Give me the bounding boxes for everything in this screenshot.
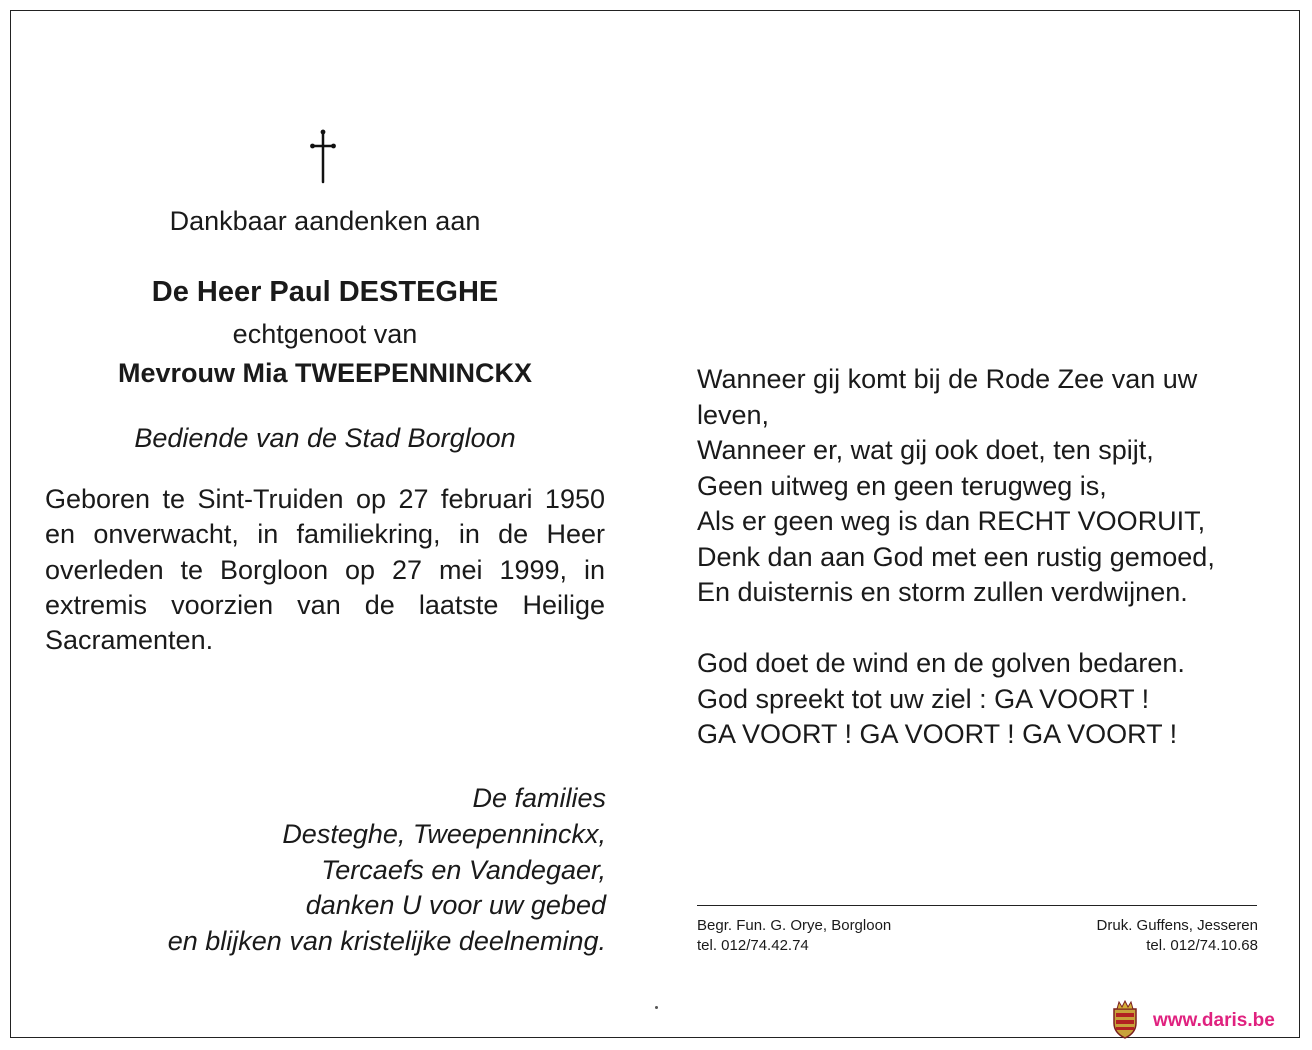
poem-line: God spreekt tot uw ziel : GA VOORT ! [697,683,1150,714]
family-line: en blijken van kristelijke deelneming. [167,926,606,957]
credit-line: Begr. Fun. G. Orye, Borgloon [697,917,892,934]
credit-line: tel. 012/74.42.74 [697,937,809,954]
cross-icon [308,128,338,184]
speck [655,1006,658,1009]
poem-line: Denk dan aan God met een rustig gemoed, [697,541,1215,572]
spouse-name: Mevrouw Mia TWEEPENNINCKX [117,358,533,388]
crest-logo-icon [1110,999,1140,1039]
poem-line: Als er geen weg is dan RECHT VOORUIT, [697,506,1206,536]
family-thanks [60,781,606,960]
funeral-home-credit [697,916,891,956]
bio-line: en onverwacht, in familiekring, in de Heer [45,519,605,550]
intro-text: Dankbaar aandenken aan [169,206,481,236]
family-line: Tercaefs en Vandegaer, [321,854,606,885]
poem-line: Geen uitweg en geen terugweg is, [697,470,1107,501]
poem-line: Wanneer er, wat gij ook doet, ten spijt, [697,435,1154,465]
printer-credit [1000,916,1258,956]
poem-line: En duisternis en storm zullen verdwijnen. [697,577,1188,607]
poem-line: leven, [697,399,770,430]
family-line: De families [472,783,606,813]
bio-line: Sacramenten. [45,625,214,656]
poem [697,362,1277,753]
occupation-text: Bediende van de Stad Borgloon [134,423,516,453]
credit-line: Druk. Guffens, Jesseren [1096,917,1258,934]
deceased-name: De Heer Paul DESTEGHE [151,276,499,308]
family-line: Desteghe, Tweepenninckx, [282,818,606,849]
credit-line: tel. 012/74.10.68 [1146,937,1258,954]
family-line: danken U voor uw gebed [305,890,606,921]
watermark-site[interactable]: www.daris.be [1153,1010,1275,1031]
poem-line: GA VOORT ! GA VOORT ! GA VOORT ! [697,719,1178,749]
bio-line: Geboren te Sint-Truiden op 27 februari 1950 [45,484,605,514]
biography [45,482,605,658]
bio-line: overleden te Borgloon op 27 mei 1999, in [45,554,605,585]
stanza-gap [697,611,1277,647]
footer-divider [697,905,1257,906]
relation-text: echtgenoot van [232,319,418,349]
poem-line: God doet de wind en de golven bedaren. [697,648,1185,678]
bio-line: extremis voorzien van de laatste Heilige [45,589,605,620]
poem-line: Wanneer gij komt bij de Rode Zee van uw [697,364,1198,394]
